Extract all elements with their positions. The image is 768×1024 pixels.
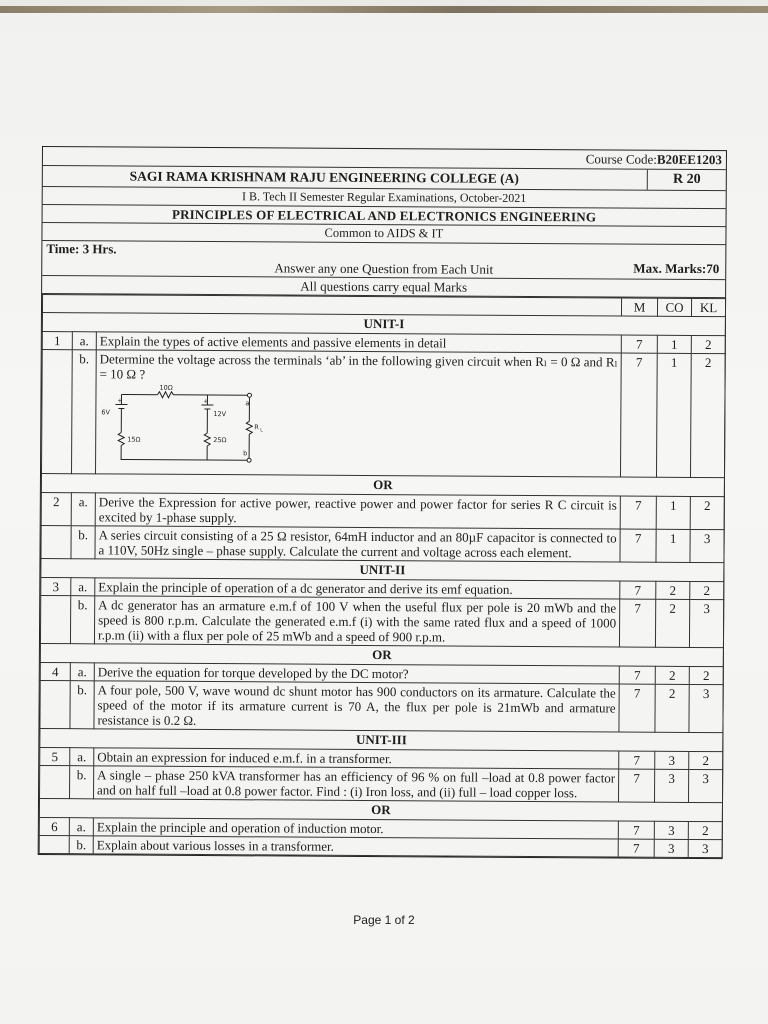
- question-row: b. A single – phase 250 kVA transformer has an efficiency of 96 % on full –load at 0.8 power factor and on half full –load at 0.8 power factor. Find : (i) Iron loss, and (ii) full – load copper loss. 7 3 3: [40, 765, 723, 802]
- label-rl-sub: L: [260, 428, 263, 434]
- col-m: M: [621, 298, 657, 316]
- time-row: [42, 241, 725, 280]
- instruction-1: Answer any one Question from Each Unit: [274, 260, 494, 277]
- question-row: b. Determine the voltage across the terminals ‘ab’ in the following given circuit when Rₗ = 0 Ω and Rₗ = 10 Ω ? 10Ω 6V 12V 15Ω 25Ω R L a b + + 7 1 2: [41, 350, 725, 478]
- course-code-label: Course Code:: [585, 151, 657, 167]
- question-row: b. A dc generator has an armature e.m.f of 100 V when the useful flux per pole is 20 mWb and the speed is 800 r.p.m. Calculate the generated e.m.f (i) with the same rated flux and a speed of 1000 r.p.m (ii) with a flux per pole of 25 mWb and a speed of 900 r.p.m. 7 2 3: [40, 596, 723, 648]
- resistor-10-icon: [157, 392, 173, 398]
- terminal-b-icon: [247, 458, 251, 462]
- questions-table: [39, 294, 726, 858]
- common-to: Common to AIDS & IT: [42, 223, 725, 245]
- question-text: Determine the voltage across the terminals ‘ab’ in the following given circuit when Rₗ = 0 Ω and Rₗ = 10 Ω ?: [99, 351, 618, 382]
- or-separator: OR: [39, 798, 722, 821]
- col-kl: KL: [691, 298, 725, 316]
- label-rl: R: [254, 423, 259, 432]
- unit-heading: UNIT-I: [42, 313, 725, 336]
- question-row: 4 a. Derive the equation for torque developed by the DC motor? 7 2 2: [40, 662, 723, 684]
- unit-heading: UNIT-III: [40, 728, 723, 751]
- instruction-2: All questions carry equal Marks: [42, 276, 725, 298]
- question-row: 3 a. Explain the principle of operation of a dc generator and derive its emf equation. 7 2 2: [41, 578, 724, 600]
- label-b: b: [243, 449, 248, 458]
- or-separator: OR: [41, 474, 724, 497]
- college-name: SAGI RAMA KRISHNAM RAJU ENGINEERING COLLEGE (A): [129, 168, 519, 186]
- resistor-load-icon: [246, 421, 252, 434]
- svg-text:+: +: [117, 397, 123, 405]
- question-row: 5 a. Obtain an expression for induced e.m.f. in a transformer. 7 3 2: [40, 747, 723, 769]
- resistor-25-icon: [204, 433, 210, 446]
- question-row: 2 a. Derive the Expression for active power, reactive power and power factor for series R C circuit is excited by 1-phase supply. 7 1 2: [41, 493, 724, 530]
- time-allowed: Time: 3 Hrs.: [46, 241, 117, 257]
- course-code: B20EE1203: [656, 151, 722, 168]
- circuit-diagram: [99, 384, 270, 470]
- question-row: b. A series circuit consisting of a 25 Ω resistor, 64mH inductor and an 80µF capacitor is connected to a 110V, 50Hz single – phase supply. Calculate the current and voltage across each element. 7 1 3: [41, 526, 724, 563]
- question-row: 1 a. Explain the types of active elements and passive elements in detail 7 1 2: [42, 332, 725, 354]
- subject-title: PRINCIPLES OF ELECTRICAL AND ELECTRONICS ENGINEERING: [43, 205, 726, 227]
- regulation: R 20: [647, 170, 726, 190]
- or-separator: OR: [40, 643, 723, 666]
- question-row: 6 a. Explain the principle and operation of induction motor. 7 3 2: [39, 817, 722, 839]
- page-number: Page 1 of 2: [353, 913, 415, 927]
- col-co: CO: [657, 298, 691, 316]
- label-r1: 10Ω: [159, 384, 173, 392]
- question-row: b. A four pole, 500 V, wave wound dc shunt motor has 900 conductors on its armature. Calculate the speed of the motor if its armature current is 70 A, the flux per pole is 21mWb and armature resistance is 0.2 Ω. 7 2 3: [40, 680, 723, 732]
- terminal-a-icon: [247, 393, 251, 397]
- battery-6v-icon: [115, 404, 127, 408]
- label-r3: 25Ω: [213, 436, 227, 445]
- question-paper: [38, 146, 727, 859]
- paper-top-edge: [0, 6, 768, 13]
- resistor-15-icon: [118, 432, 124, 445]
- paper-sheet: [0, 6, 768, 1024]
- label-r2: 15Ω: [127, 435, 141, 444]
- unit-heading: UNIT-II: [41, 559, 724, 582]
- exam-title: I B. Tech II Semester Regular Examinations, October-2021: [43, 187, 726, 209]
- label-v2: 12V: [213, 410, 227, 419]
- svg-text:+: +: [203, 397, 209, 406]
- label-v1: 6V: [101, 408, 110, 417]
- max-marks: Max. Marks:70: [633, 260, 720, 277]
- question-row: b. Explain about various losses in a transformer. 7 3 3: [39, 835, 722, 857]
- battery-12v-icon: [201, 405, 213, 409]
- label-a: a: [245, 399, 250, 408]
